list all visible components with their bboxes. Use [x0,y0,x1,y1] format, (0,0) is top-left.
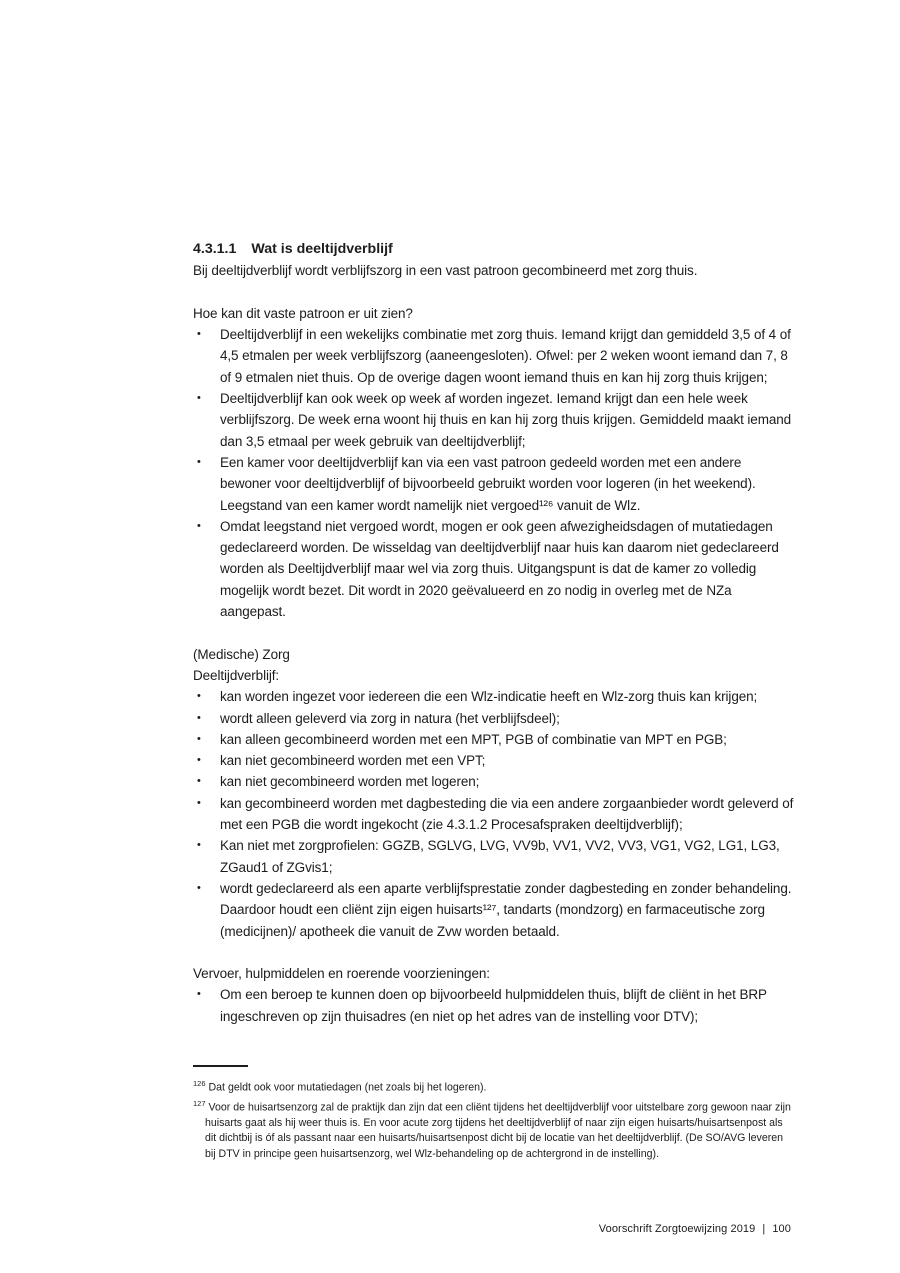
list-item [193,835,794,878]
medical-heading: (Medische) Zorg [193,646,290,662]
bullet-marker: • [197,392,201,405]
list-item-text: Kan niet met zorgprofielen: GGZB, SGLVG, LVG, VV9b, VV1, VV2, VV3, VG1, VG2, LG1, LG3, ZGaud1 of ZGvis1; [220,838,780,875]
list-item [193,793,794,836]
intro-paragraph: Bij deeltijdverblijf wordt verblijfszorg in een vast patroon gecombineerd met zorg thuis. [193,263,698,279]
footnote-number: 127 [193,1098,206,1108]
spacer [193,622,794,643]
list-item [193,324,794,388]
bullet-marker: • [197,881,201,894]
spacer [193,942,794,963]
bullet-marker: • [197,328,201,341]
list-item-text: Deeltijdverblijf in een wekelijks combinatie met zorg thuis. Iemand krijgt dan gemiddeld 3,5 of 4 of 4,5 etmalen per week verblijfszorg (aaneengesloten). Ofwel: per 2 weken woont iemand dan 7, 8 of 9 etmalen niet thuis. Op de overige dagen woont iemand thuis en kan hij zorg thuis krijgen; [220,327,791,385]
pattern-bullet-list [193,324,794,622]
list-item [193,516,794,622]
footnote-text: Voor de huisartsenzorg zal de praktijk dan zijn dat een cliënt tijdens het deeltijdverblijf voor uitstelbare zorg gewoon naar zijn huisarts gaat als hij weer thuis is. En voor acute zorg tijdens het deeltijdverblijf of naar zijn eigen huisarts/huisartsenpost als dit dichtbij is óf als passant naar een huisarts/huisartsenpost dicht bij de locatie van het deeltijdverblijf. (De SO/AVG leveren bij DTV in principe geen huisartsenzorg, wel Wlz-behandeling op de achtergrond in de instelling). [205,1101,791,1160]
list-item [193,750,794,771]
bullet-marker: • [197,839,201,852]
list-item [193,878,794,942]
footnote-block [193,1065,794,1162]
list-item-text: kan gecombineerd worden met dagbesteding die via een andere zorgaanbieder wordt geleverd of met een PGB die wordt ingekocht (zie 4.3.1.2 Procesafspraken deeltijdverblijf); [220,795,794,833]
footer-page-number: 100 [772,1223,791,1235]
footnote-separator [193,1065,248,1067]
transport-bullet-list [193,984,794,1027]
spacer [193,282,794,303]
page-footer [599,1223,791,1235]
footer-separator: | [762,1223,766,1235]
list-item [193,984,794,1027]
bullet-marker: • [197,796,201,809]
list-item [193,729,794,750]
bullet-marker: • [197,988,201,1001]
transport-heading: Vervoer, hulpmiddelen en roerende voorzieningen: [193,966,490,982]
bullet-marker: • [197,690,201,703]
list-item-text: kan niet gecombineerd worden met een VPT; [220,753,486,769]
footer-document-title: Voorschrift Zorgtoewijzing 2019 [598,1223,756,1235]
list-item-text: wordt alleen geleverd via zorg in natura (het verblijfsdeel); [220,710,560,726]
list-item-text: kan worden ingezet voor iedereen die een Wlz-indicatie heeft en Wlz-zorg thuis kan krijgen; [220,689,758,705]
pattern-heading: Hoe kan dit vaste patroon er uit zien? [193,305,413,321]
list-item-text: Om een beroep te kunnen doen op bijvoorbeeld hulpmiddelen thuis, blijft de cliënt in het BRP ingeschreven op zijn thuisadres (en niet op het adres van de instelling voor DTV); [220,987,767,1024]
footnote-number: 126 [193,1079,206,1088]
footnote-text: Dat geldt ook voor mutatiedagen (net zoals bij het logeren). [208,1081,487,1094]
bullet-marker: • [197,754,201,767]
bullet-marker: • [197,732,201,745]
bullet-marker: • [197,775,201,788]
list-item [193,388,794,452]
list-item-text: kan alleen gecombineerd worden met een MPT, PGB of combinatie van MPT en PGB; [220,731,727,747]
medical-bullet-list [193,686,794,942]
list-item-text: Een kamer voor deeltijdverblijf kan via een vast patroon gedeeld worden met een andere bewoner voor deeltijdverblijf of bijvoorbeeld gebruikt worden voor logeren (in het weekend). Leegstand van een kamer wordt namelijk niet vergoed¹²⁶ vanuit de Wlz. [220,454,756,513]
footnote [193,1076,794,1096]
bullet-marker: • [197,711,201,724]
document-content [193,239,794,1027]
bullet-marker: • [197,519,201,532]
list-item-text: Omdat leegstand niet vergoed wordt, mogen er ook geen afwezigheidsdagen of mutatiedagen gedeclareerd worden. De wisseldag van deeltijdverblijf naar huis kan daarom niet gedeclareerd worden als Deeltijdverblijf maar wel via zorg thuis. Uitgangspunt is dat de kamer zo volledig mogelijk wordt bezet. Dit wordt in 2020 geëvalueerd en zo nodig in overleg met de NZa aangepast. [220,518,779,620]
section-title: Wat is deeltijdverblijf [251,241,393,257]
list-item-text: kan niet gecombineerd worden met logeren; [220,774,480,790]
section-heading [193,239,794,260]
bullet-marker: • [197,455,201,468]
list-item [193,452,794,516]
list-item [193,771,794,792]
footnote [193,1096,794,1162]
list-item [193,686,794,707]
list-item-text: wordt gedeclareerd als een aparte verblijfsprestatie zonder dagbesteding en zonder behandeling. Daardoor houdt een cliënt zijn eigen huisarts¹²⁷, tandarts (mondzorg) en farmaceutische zorg (medicijnen)/ apotheek die vanuit de Zvw worden betaald. [220,880,792,939]
list-item [193,708,794,729]
section-number: 4.3.1.1 [193,241,237,257]
list-item-text: Deeltijdverblijf kan ook week op week af worden ingezet. Iemand krijgt dan een hele week verblijfszorg. De week erna woont hij thuis en kan hij zorg thuis krijgen. Gemiddeld maakt iemand dan 3,5 etmaal per week gebruik van deeltijdverblijf; [220,391,792,449]
medical-subheading: Deeltijdverblijf: [193,667,280,683]
